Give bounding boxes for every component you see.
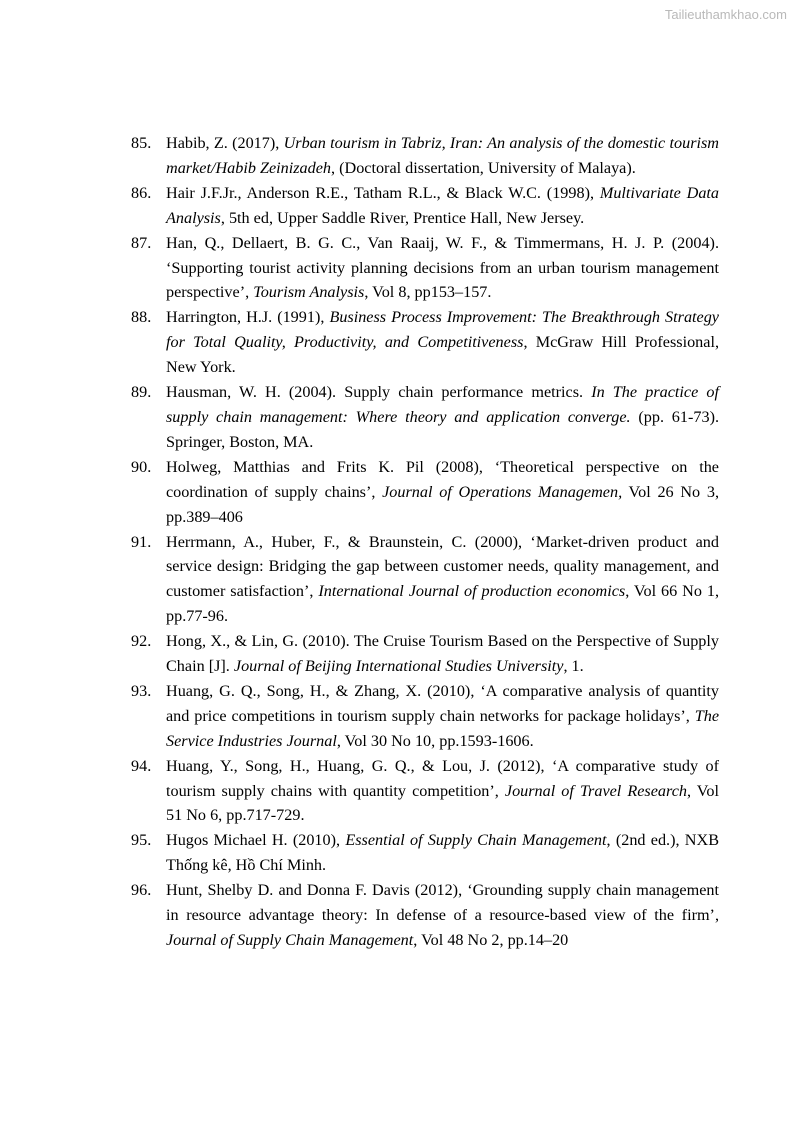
reference-text: (pp. 61-73). Springer, Boston, MA.	[166, 407, 720, 451]
reference-item	[131, 629, 719, 679]
reference-text: Harrington, H.J. (1991),	[166, 308, 330, 327]
reference-item	[131, 231, 719, 306]
reference-text: , 1.	[563, 657, 584, 676]
watermark: Tailieuthamkhao.com	[664, 7, 787, 22]
reference-title: In The practice of supply chain management: Where theory and application converge.	[166, 383, 719, 426]
reference-title: Business Process Improvement: The Breakthrough Strategy for Total Quality, Productivity, and Competitiveness	[166, 308, 719, 352]
reference-item	[131, 181, 720, 231]
reference-number: 87.	[131, 233, 152, 252]
reference-item	[131, 679, 719, 754]
reference-item	[131, 131, 719, 181]
reference-title: Journal of Travel Research	[504, 781, 687, 800]
reference-text: , (Doctoral dissertation, University of Malaya).	[331, 158, 636, 177]
reference-number: 93.	[131, 681, 152, 700]
reference-title: Multivariate Data Analysis	[166, 183, 720, 227]
reference-text: Hong, X., & Lin, G. (2010). The Cruise Tourism Based on the Perspective of Supply Chain [J].	[166, 632, 719, 676]
reference-item	[131, 828, 719, 878]
reference-number: 94.	[131, 756, 152, 775]
reference-number: 96.	[131, 881, 152, 900]
reference-item	[131, 878, 719, 953]
reference-item	[131, 380, 720, 455]
reference-text: Vol 26 No 3, pp.389–406	[166, 482, 719, 526]
reference-number: 92.	[131, 632, 152, 651]
reference-text: , Vol 48 No 2, pp.14–20	[413, 931, 569, 949]
reference-item	[131, 305, 719, 380]
reference-title: Essential of Supply Chain Management	[345, 831, 607, 850]
reference-number: 90.	[131, 457, 152, 476]
reference-title: Tourism Analysis	[253, 283, 365, 302]
reference-text: Habib, Z. (2017),	[166, 134, 284, 152]
reference-text: Hunt, Shelby D. and Donna F. Davis (2012), ‘Grounding supply chain management in resource advantage theory: In defense of a resource-based view of the firm’,	[166, 881, 719, 925]
reference-text: , (2nd ed.), NXB Thống kê, Hồ Chí Minh.	[166, 831, 719, 875]
reference-number: 91.	[131, 532, 152, 551]
reference-text: Huang, G. Q., Song, H., & Zhang, X. (2010), ‘A comparative analysis of quantity and price competitions in tourism supply chain networks for package holidays’,	[166, 681, 719, 725]
reference-number: 89.	[131, 383, 152, 402]
reference-text: Han, Q., Dellaert, B. G. C., Van Raaij, W. F., & Timmermans, H. J. P. (2004). ‘Supporting tourist activity planning decisions from an urban tourism management perspective’,	[166, 233, 719, 302]
reference-number: 86.	[131, 183, 152, 202]
reference-text: , Vol 66 No 1, pp.77-96.	[166, 582, 719, 626]
reference-item	[131, 455, 719, 530]
reference-text: Hair J.F.Jr., Anderson R.E., Tatham R.L., & Black W.C. (1998),	[166, 183, 600, 202]
reference-title: Journal of Supply Chain Management	[166, 931, 414, 949]
reference-text: Hausman, W. H. (2004). Supply chain performance metrics.	[166, 383, 592, 402]
reference-list	[131, 131, 720, 953]
reference-title: Journal of Operations Managemen,	[382, 482, 623, 501]
reference-text: , McGraw Hill Professional, New York.	[166, 333, 719, 377]
reference-text: Holweg, Matthias and Frits K. Pil (2008), ‘Theoretical perspective on the coordination of supply chains’,	[166, 457, 719, 501]
reference-text: Huang, Y., Song, H., Huang, G. Q., & Lou, J. (2012), ‘A comparative study of tourism supply chains with quantity competition’,	[166, 756, 719, 800]
reference-item	[131, 754, 719, 829]
reference-number: 85.	[131, 134, 152, 152]
reference-title: International Journal of production economics	[318, 582, 626, 601]
reference-title: The Service Industries Journal	[166, 706, 719, 750]
reference-title: Urban tourism in Tabriz, Iran: An analysis of the domestic tourism market/Habib Zeinizadeh	[166, 134, 719, 177]
reference-title: Journal of Beijing International Studies University	[233, 657, 564, 676]
reference-text: , 5th ed, Upper Saddle River, Prentice Hall, New Jersey.	[220, 208, 585, 227]
reference-text: , Vol 51 No 6, pp.717-729.	[166, 781, 719, 825]
reference-text: , Vol 30 No 10, pp.1593-1606.	[336, 731, 534, 750]
reference-number: 95.	[131, 831, 152, 850]
reference-item	[131, 530, 719, 630]
reference-text: Herrmann, A., Huber, F., & Braunstein, C. (2000), ‘Market-driven product and service design: Bridging the gap between customer needs, quality management, and customer satisfaction’,	[166, 532, 719, 601]
reference-number: 88.	[131, 308, 152, 327]
reference-text: Hugos Michael H. (2010),	[166, 831, 346, 850]
reference-text: , Vol 8, pp153–157.	[364, 283, 492, 302]
